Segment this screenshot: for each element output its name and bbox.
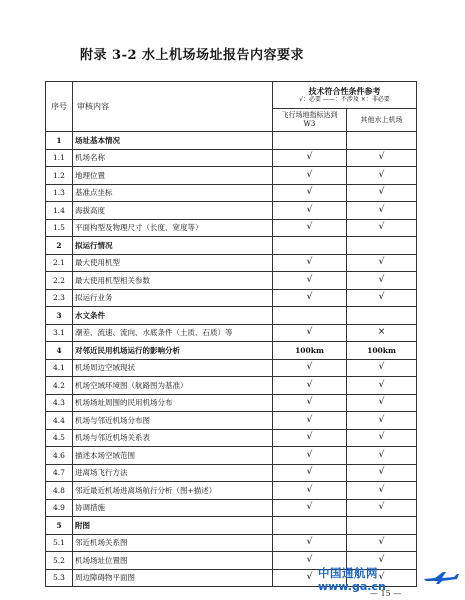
row-w3-mark: √ <box>273 482 347 500</box>
row-number: 1.5 <box>46 219 73 237</box>
row-number: 4.8 <box>46 482 73 500</box>
row-other-mark: √ <box>347 219 417 237</box>
watermark-url: www.ga.cn <box>318 580 386 593</box>
row-other-mark: √ <box>347 272 417 290</box>
row-w3-mark: √ <box>273 219 347 237</box>
table-header-row-1 <box>46 82 417 109</box>
row-w3-mark: √ <box>273 429 347 447</box>
row-w3-mark: √ <box>273 447 347 465</box>
row-w3-mark: √ <box>273 412 347 430</box>
row-w3-mark: 100km <box>273 342 347 360</box>
table-row <box>46 377 417 395</box>
row-w3-mark: √ <box>273 254 347 272</box>
table-row <box>46 394 417 412</box>
row-w3-mark: √ <box>273 289 347 307</box>
row-number: 4.7 <box>46 464 73 482</box>
row-content: 机场与邻近机场关系表 <box>73 429 273 447</box>
row-other-mark: √ <box>347 534 417 552</box>
document-title: 附录 3-2 水上机场场址报告内容要求 <box>80 48 305 63</box>
row-w3-mark: √ <box>273 272 347 290</box>
row-content: 水文条件 <box>73 307 273 325</box>
row-number: 4.4 <box>46 412 73 430</box>
header-legend: √：必要 ——：不涉及 ×：非必要 <box>299 95 390 103</box>
row-number: 2.3 <box>46 289 73 307</box>
row-other-mark: √ <box>347 184 417 202</box>
row-number: 1.1 <box>46 149 73 167</box>
table-row <box>46 167 417 185</box>
row-content: 海拔高度 <box>73 202 273 220</box>
table-row <box>46 149 417 167</box>
table-row <box>46 184 417 202</box>
row-content: 周边障碍物平面图 <box>73 569 273 587</box>
table-row <box>46 359 417 377</box>
row-w3-mark: √ <box>273 324 347 342</box>
site-watermark <box>318 566 386 593</box>
row-other-mark: √ <box>347 464 417 482</box>
row-number: 4.5 <box>46 429 73 447</box>
row-other-mark: √ <box>347 289 417 307</box>
table-row <box>46 272 417 290</box>
table-row <box>46 534 417 552</box>
table-section-row <box>46 342 417 360</box>
row-content: 对邻近民用机场运行的影响分析 <box>73 342 273 360</box>
row-other-mark: √ <box>347 202 417 220</box>
row-w3-mark: √ <box>273 377 347 395</box>
row-content: 地理位置 <box>73 167 273 185</box>
row-w3-mark: √ <box>273 167 347 185</box>
table-section-row <box>46 517 417 535</box>
row-w3-mark <box>273 307 347 325</box>
row-other-mark: √ <box>347 254 417 272</box>
row-content: 邻近最近机场进离场航行分析（图+描述） <box>73 482 273 500</box>
header-col-other: 其他水上机场 <box>347 109 417 132</box>
row-number: 3 <box>46 307 73 325</box>
row-number: 4.1 <box>46 359 73 377</box>
row-content: 拟运行情况 <box>73 237 273 255</box>
row-other-mark: × <box>347 324 417 342</box>
table-row <box>46 464 417 482</box>
row-other-mark: √ <box>347 482 417 500</box>
row-w3-mark: √ <box>273 184 347 202</box>
row-w3-mark: √ <box>273 202 347 220</box>
row-content: 机场空域环境图（航路图为基准） <box>73 377 273 395</box>
row-number: 1 <box>46 132 73 150</box>
row-w3-mark: √ <box>273 394 347 412</box>
row-other-mark: √ <box>347 377 417 395</box>
watermark-text: 中国通航网 <box>318 566 378 580</box>
table-section-row <box>46 132 417 150</box>
table-row <box>46 499 417 517</box>
header-content: 审核内容 <box>73 82 273 132</box>
row-number: 2.1 <box>46 254 73 272</box>
row-content: 场址基本情况 <box>73 132 273 150</box>
table-row <box>46 219 417 237</box>
table-row <box>46 202 417 220</box>
table-row <box>46 324 417 342</box>
row-content: 机场周边空域现状 <box>73 359 273 377</box>
row-other-mark: √ <box>347 359 417 377</box>
row-content: 基准点坐标 <box>73 184 273 202</box>
row-number: 4.3 <box>46 394 73 412</box>
row-other-mark: √ <box>347 167 417 185</box>
row-number: 2.2 <box>46 272 73 290</box>
row-w3-mark: √ <box>273 534 347 552</box>
row-other-mark: 100km <box>347 342 417 360</box>
page-number: — 15 — <box>370 589 402 598</box>
row-content: 最大使用机型 <box>73 254 273 272</box>
row-content: 机场名称 <box>73 149 273 167</box>
row-w3-mark <box>273 237 347 255</box>
row-w3-mark: √ <box>273 552 347 570</box>
table-section-row <box>46 237 417 255</box>
table-row <box>46 429 417 447</box>
row-number: 1.2 <box>46 167 73 185</box>
row-content: 拟运行业务 <box>73 289 273 307</box>
row-other-mark: √ <box>347 552 417 570</box>
row-number: 4.2 <box>46 377 73 395</box>
row-number: 5 <box>46 517 73 535</box>
table-row <box>46 482 417 500</box>
row-content: 机场场址周围的民用机场分布 <box>73 394 273 412</box>
row-other-mark <box>347 237 417 255</box>
row-content: 进离场飞行方法 <box>73 464 273 482</box>
row-number: 4.9 <box>46 499 73 517</box>
row-content: 潮差、流速、流向、水底条件（土质、石质）等 <box>73 324 273 342</box>
row-number: 1.4 <box>46 202 73 220</box>
row-other-mark <box>347 307 417 325</box>
row-number: 4.6 <box>46 447 73 465</box>
header-tech-cell <box>273 82 417 109</box>
row-number: 2 <box>46 237 73 255</box>
header-col-w3: 飞行场地指标达到 W3 <box>273 109 347 132</box>
row-w3-mark: √ <box>273 359 347 377</box>
row-w3-mark <box>273 132 347 150</box>
row-number: 1.3 <box>46 184 73 202</box>
row-content: 附图 <box>73 517 273 535</box>
row-other-mark <box>347 517 417 535</box>
row-content: 最大使用机型相关参数 <box>73 272 273 290</box>
row-number: 5.1 <box>46 534 73 552</box>
table-row <box>46 447 417 465</box>
row-other-mark: √ <box>347 412 417 430</box>
airplane-icon <box>423 571 459 585</box>
row-other-mark <box>347 132 417 150</box>
row-content: 邻近机场关系图 <box>73 534 273 552</box>
row-content: 机场与邻近机场分布图 <box>73 412 273 430</box>
row-number: 5.2 <box>46 552 73 570</box>
row-other-mark: √ <box>347 569 417 587</box>
header-tech: 技术符合性条件参考 <box>308 85 381 96</box>
row-number: 5.3 <box>46 569 73 587</box>
row-w3-mark <box>273 517 347 535</box>
header-no: 序号 <box>46 82 73 132</box>
table-row <box>46 289 417 307</box>
row-content: 平面构型及物理尺寸（长度、宽度等） <box>73 219 273 237</box>
row-other-mark: √ <box>347 447 417 465</box>
row-w3-mark: √ <box>273 149 347 167</box>
row-other-mark: √ <box>347 499 417 517</box>
row-content: 描述本场空域范围 <box>73 447 273 465</box>
row-w3-mark: √ <box>273 464 347 482</box>
table-row <box>46 254 417 272</box>
row-number: 4 <box>46 342 73 360</box>
table-section-row <box>46 307 417 325</box>
requirements-table <box>45 81 417 587</box>
row-other-mark: √ <box>347 394 417 412</box>
row-number: 3.1 <box>46 324 73 342</box>
row-other-mark: √ <box>347 149 417 167</box>
row-w3-mark: √ <box>273 569 347 587</box>
row-content: 协调措施 <box>73 499 273 517</box>
row-other-mark: √ <box>347 429 417 447</box>
row-content: 机场场址位置图 <box>73 552 273 570</box>
row-w3-mark: √ <box>273 499 347 517</box>
table-row <box>46 412 417 430</box>
